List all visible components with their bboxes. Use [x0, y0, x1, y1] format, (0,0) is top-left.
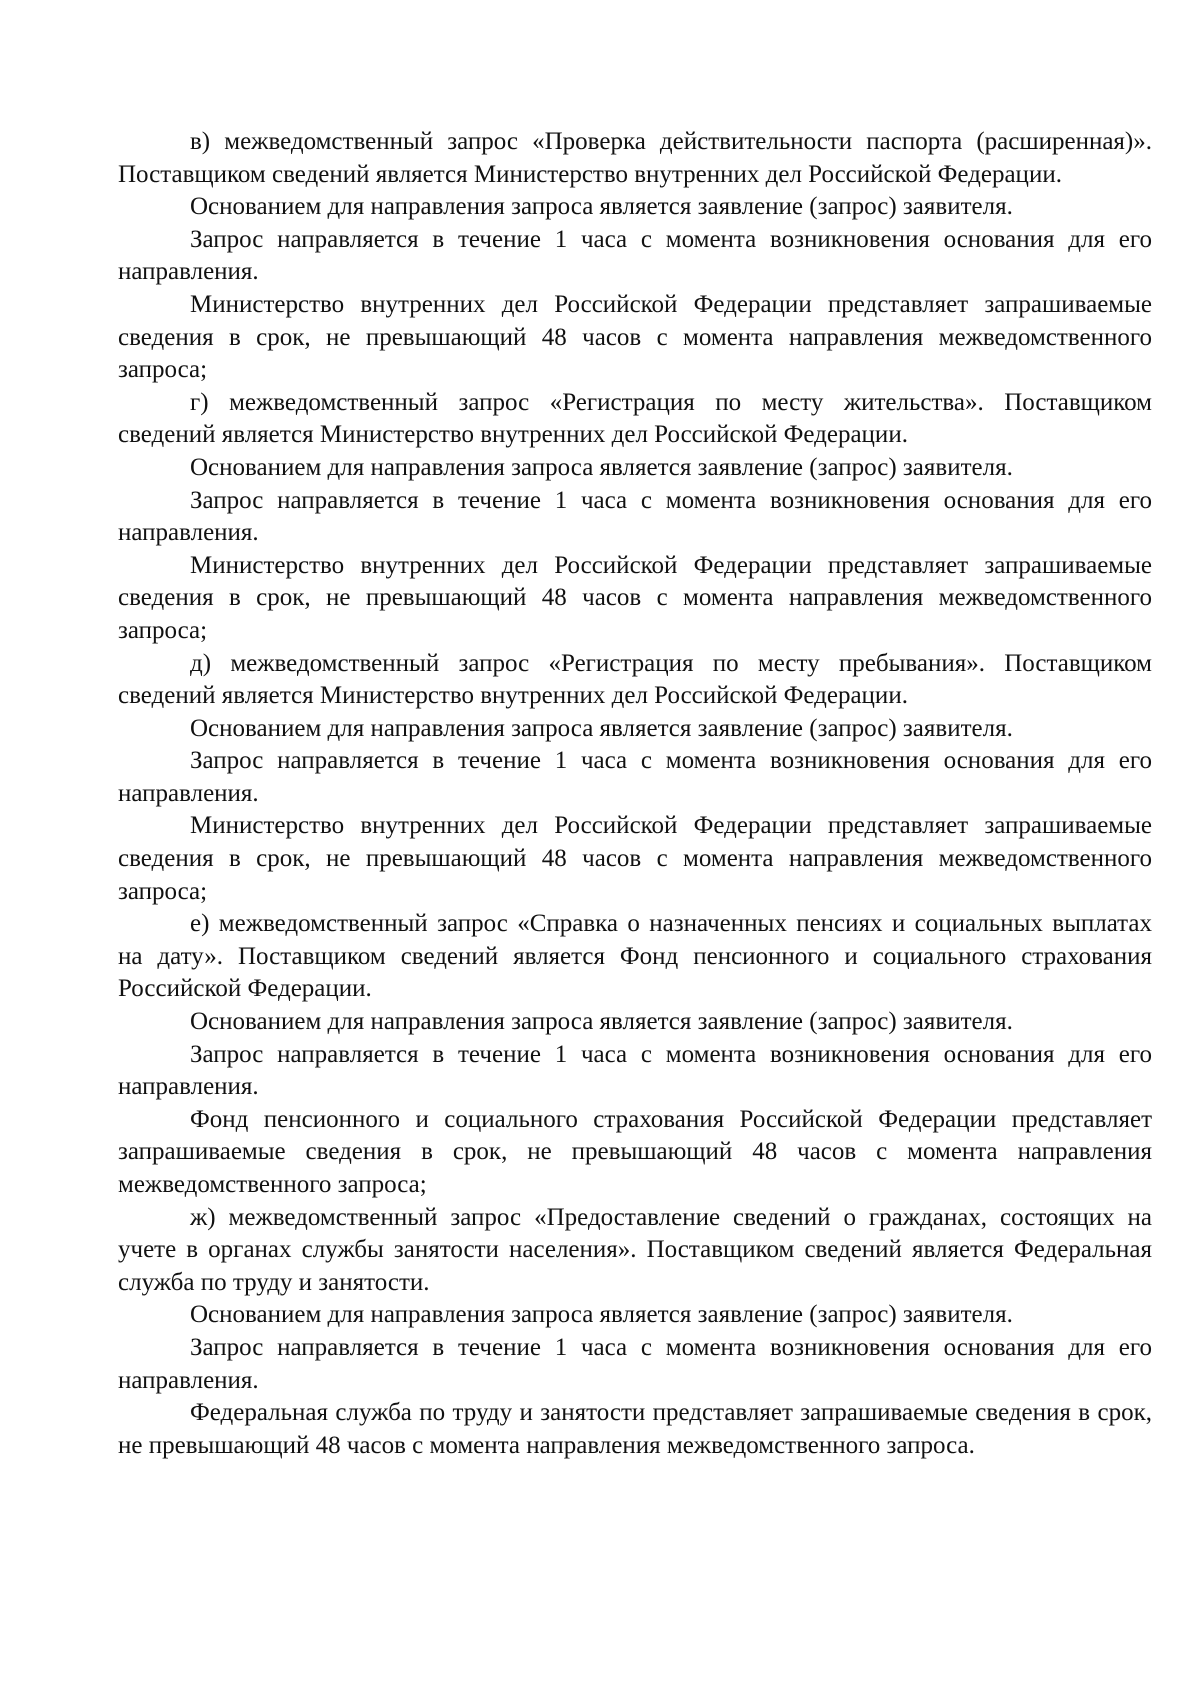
- paragraph-basis: Основанием для направления запроса является заявление (запрос) заявителя.: [190, 714, 1013, 742]
- paragraph-zh-request: ж) межведомственный запрос «Предоставление сведений о гражданах, состоящих на учете в органах службы занятости населения». Поставщиком сведений является Федеральная служба по труду и занятости.: [118, 1203, 1152, 1296]
- paragraph-g-request: г) межведомственный запрос «Регистрация по месту жительства». Поставщиком сведений является Министерство внутренних дел Российской Федерации.: [118, 388, 1152, 449]
- paragraph-timing: Запрос направляется в течение 1 часа с момента возникновения основания для его направления.: [118, 225, 1152, 286]
- document-body: [118, 126, 1152, 1462]
- paragraph-e-request: е) межведомственный запрос «Справка о назначенных пенсиях и социальных выплатах на дату». Поставщиком сведений является Фонд пенсионного и социального страхования Российской Федерации.: [118, 910, 1152, 1003]
- paragraph-timing: Запрос направляется в течение 1 часа с момента возникновения основания для его направления.: [118, 1333, 1152, 1394]
- paragraph-timing: Запрос направляется в течение 1 часа с момента возникновения основания для его направления.: [118, 486, 1152, 547]
- paragraph-response-term: Министерство внутренних дел Российской Федерации представляет запрашиваемые сведения в срок, не превышающий 48 часов с момента направления межведомственного запроса;: [118, 812, 1152, 905]
- paragraph-basis: Основанием для направления запроса является заявление (запрос) заявителя.: [190, 1301, 1013, 1329]
- paragraph-response-term: Федеральная служба по труду и занятости представляет запрашиваемые сведения в срок, не превышающий 48 часов с момента направления межведомственного запроса.: [118, 1399, 1152, 1459]
- paragraph-d-request: д) межведомственный запрос «Регистрация по месту пребывания». Поставщиком сведений является Министерство внутренних дел Российской Федерации.: [118, 649, 1152, 710]
- paragraph-response-term: Фонд пенсионного и социального страхования Российской Федерации представляет запрашиваемые сведения в срок, не превышающий 48 часов с момента направления межведомственного запроса;: [118, 1105, 1152, 1198]
- paragraph-basis: Основанием для направления запроса является заявление (запрос) заявителя.: [190, 1008, 1013, 1036]
- paragraph-timing: Запрос направляется в течение 1 часа с момента возникновения основания для его направления.: [118, 747, 1152, 807]
- paragraph-response-term: Министерство внутренних дел Российской Федерации представляет запрашиваемые сведения в срок, не превышающий 48 часов с момента направления межведомственного запроса;: [118, 551, 1152, 644]
- paragraph-basis: Основанием для направления запроса является заявление (запрос) заявителя.: [190, 193, 1013, 221]
- paragraph-response-term: Министерство внутренних дел Российской Федерации представляет запрашиваемые сведения в срок, не превышающий 48 часов с момента направления межведомственного запроса;: [118, 290, 1152, 384]
- paragraph-basis: Основанием для направления запроса является заявление (запрос) заявителя.: [190, 453, 1013, 481]
- paragraph-v-request: в) межведомственный запрос «Проверка действительности паспорта (расширенная)». Поставщиком сведений является Министерство внутренних дел Российской Федерации.: [118, 128, 1152, 188]
- paragraph-timing: Запрос направляется в течение 1 часа с момента возникновения основания для его направления.: [118, 1040, 1152, 1101]
